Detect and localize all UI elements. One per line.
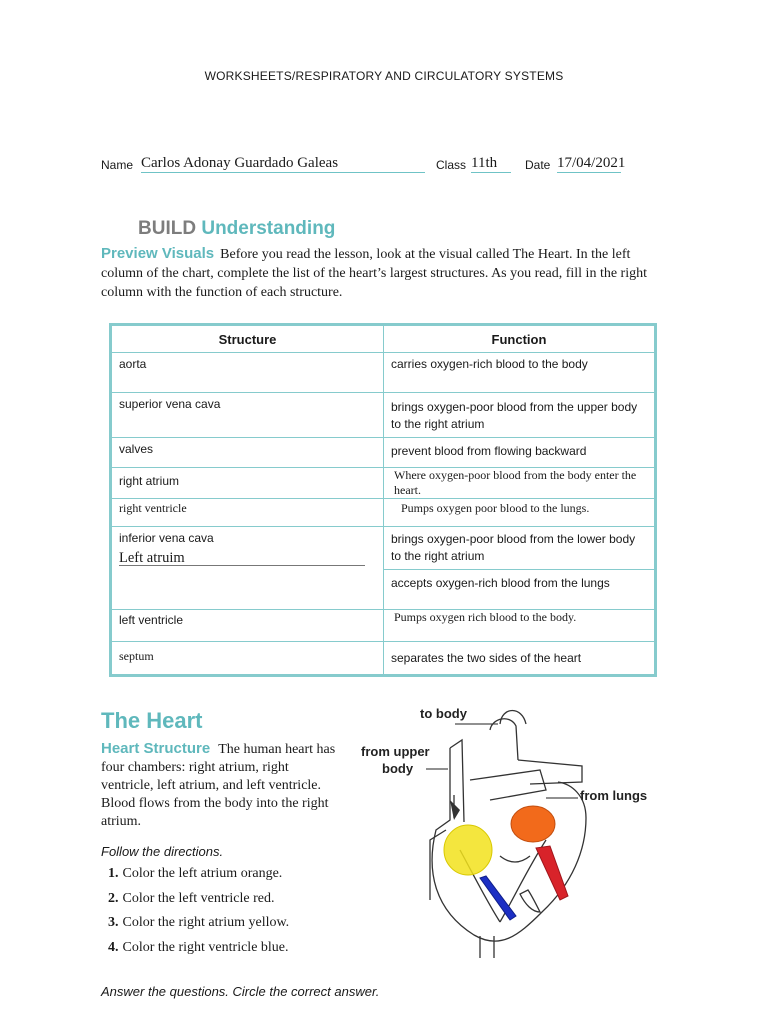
- list-item: [108, 866, 289, 891]
- structure-cell[interactable]: right atrium: [111, 468, 384, 499]
- heart-structure-paragraph: [101, 740, 336, 831]
- date-label: Date: [525, 158, 551, 172]
- table-row: [111, 468, 656, 499]
- function-cell[interactable]: Where oxygen-poor blood from the body enter the heart.: [384, 468, 656, 499]
- list-item: [108, 940, 289, 965]
- direction-number: 3.: [108, 915, 119, 930]
- structure-cell[interactable]: Left atruim: [119, 551, 365, 566]
- understanding-word: Understanding: [201, 218, 336, 239]
- function-cell[interactable]: brings oxygen-poor blood from the lower body to the right atrium: [384, 527, 656, 570]
- structure-cell[interactable]: inferior vena cava: [119, 531, 214, 545]
- flow-arrow-icon: [450, 800, 460, 820]
- name-label: Name: [101, 158, 134, 172]
- to-body-label: to body: [420, 706, 467, 721]
- date-field[interactable]: 17/04/2021: [557, 155, 626, 171]
- structure-cell[interactable]: superior vena cava: [111, 393, 384, 438]
- preview-paragraph: [101, 244, 671, 302]
- answer-instructions: Answer the questions. Circle the correct answer.: [101, 984, 380, 999]
- class-field[interactable]: 11th: [471, 155, 511, 173]
- class-label: Class: [436, 158, 467, 172]
- heart-structure-heading: Heart Structure: [101, 740, 211, 757]
- worksheet-header: WORKSHEETS/RESPIRATORY AND CIRCULATORY SYSTEMS: [204, 69, 564, 83]
- structure-cell[interactable]: septum: [111, 642, 384, 676]
- direction-number: 1.: [108, 866, 119, 881]
- preview-heading: Preview Visuals: [101, 245, 215, 262]
- directions-list: [108, 866, 289, 964]
- direction-number: 2.: [108, 890, 119, 906]
- direction-text: Color the right atrium yellow.: [122, 915, 290, 930]
- heart-section-title: The Heart: [101, 708, 203, 733]
- function-cell[interactable]: Pumps oxygen rich blood to the body.: [384, 610, 656, 642]
- structure-cell[interactable]: aorta: [111, 353, 384, 393]
- left-ventricle-red-fill: [536, 846, 568, 900]
- from-lungs-label: from lungs: [580, 788, 648, 803]
- structure-cell[interactable]: valves: [111, 438, 384, 468]
- function-cell[interactable]: carries oxygen-rich blood to the body: [384, 353, 656, 393]
- heart-diagram: [350, 700, 680, 960]
- pulmonary-artery-outline: [470, 770, 546, 800]
- structure-function-table: [109, 323, 657, 677]
- list-item: [108, 915, 289, 940]
- table-row: [111, 438, 656, 468]
- left-atrium-orange-fill: [511, 806, 555, 842]
- heart-structure-text: The human heart has four chambers: right atrium, right ventricle, left atrium, and left ventricle. Blood flows from the body into the right atrium.: [101, 742, 336, 829]
- function-cell[interactable]: prevent blood from flowing backward: [384, 438, 656, 468]
- direction-text: Color the right ventricle blue.: [122, 939, 289, 955]
- function-cell[interactable]: brings oxygen-poor blood from the upper body to the right atrium: [384, 393, 656, 438]
- build-word: BUILD: [138, 218, 197, 239]
- table-row: [111, 527, 656, 570]
- function-cell[interactable]: Pumps oxygen poor blood to the lungs.: [384, 499, 656, 527]
- follow-directions-label: Follow the directions.: [101, 844, 224, 859]
- direction-text: Color the left ventricle red.: [122, 890, 275, 906]
- function-cell[interactable]: separates the two sides of the heart: [384, 642, 656, 676]
- table-row: [111, 642, 656, 676]
- structure-cell[interactable]: right ventricle: [111, 499, 384, 527]
- aorta-outline: [490, 719, 518, 760]
- structure-cell-merged: [111, 527, 384, 610]
- preview-text: Before you read the lesson, look at the visual called The Heart. In the left column of the chart, complete the list of the heart’s largest structures. As you read, fill in the right column with the function of each structure.: [101, 247, 647, 300]
- table-row: [111, 353, 656, 393]
- from-upper-label: from upper: [361, 744, 430, 759]
- name-field[interactable]: Carlos Adonay Guardado Galeas: [141, 155, 425, 173]
- body-label: body: [382, 761, 414, 776]
- function-column-header: Function: [384, 325, 656, 353]
- structure-cell[interactable]: left ventricle: [111, 610, 384, 642]
- table-row: [111, 610, 656, 642]
- table-header-row: [111, 325, 656, 353]
- direction-number: 4.: [108, 939, 119, 955]
- table-row: [111, 393, 656, 438]
- section-heading: [138, 218, 335, 240]
- direction-text: Color the left atrium orange.: [122, 866, 283, 881]
- table-row: [111, 499, 656, 527]
- structure-column-header: Structure: [111, 325, 384, 353]
- right-atrium-yellow-fill: [444, 825, 492, 875]
- list-item: [108, 891, 289, 916]
- function-cell[interactable]: accepts oxygen-rich blood from the lungs: [384, 570, 656, 610]
